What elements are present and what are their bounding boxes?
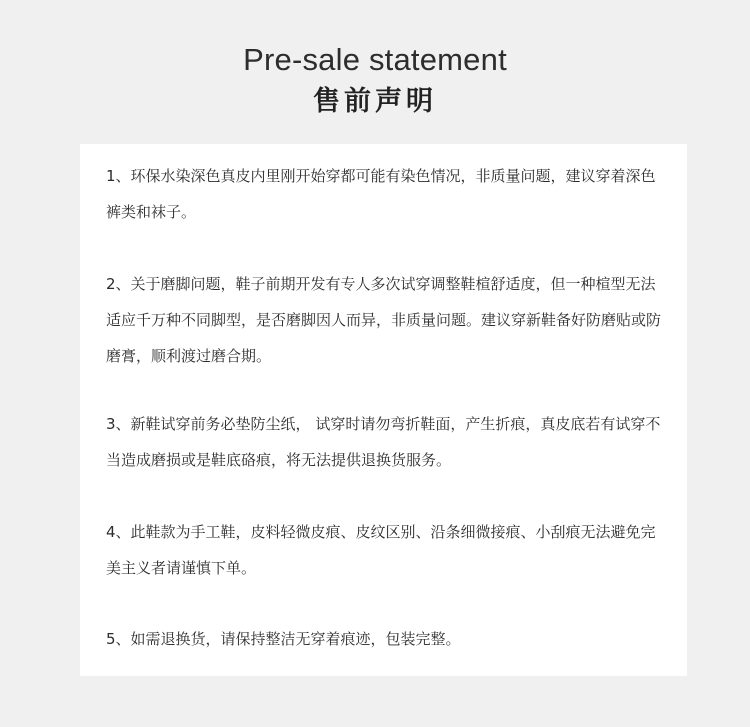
statement-item-4: 4、此鞋款为手工鞋，皮料轻微皮痕、皮纹区别、沿条细微接痕、小刮痕无法避免完美主义者请谨慎下单。: [106, 523, 656, 577]
statement-item-1: 1、环保水染深色真皮内里刚开始穿都可能有染色情况，非质量问题，建议穿着深色裤类和袜子。: [106, 167, 656, 221]
statement-item-5: 5、如需退换货，请保持整洁无穿着痕迹，包装完整。: [106, 630, 461, 648]
statement-item-3: 3、新鞋试穿前务必垫防尘纸， 试穿时请勿弯折鞋面，产生折痕，真皮底若有试穿不当造成磨损或是鞋底硌痕，将无法提供退换货服务。: [106, 415, 661, 469]
statement-item-2: 2、关于磨脚问题，鞋子前期开发有专人多次试穿调整鞋楦舒适度，但一种楦型无法适应千万种不同脚型，是否磨脚因人而异，非质量问题。建议穿新鞋备好防磨贴或防磨膏，顺利渡过磨合期。: [106, 275, 662, 365]
page-title-english: Pre-sale statement: [243, 42, 507, 77]
statement-card: [80, 144, 687, 676]
page-title-chinese: 售前声明: [313, 86, 437, 117]
